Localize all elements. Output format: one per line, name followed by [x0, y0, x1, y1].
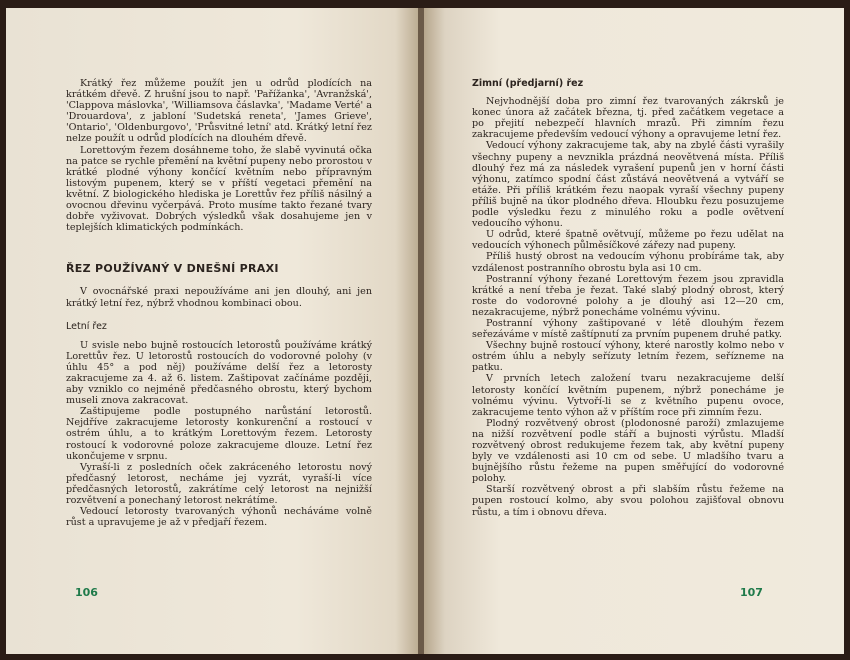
right-text-column: [472, 78, 784, 518]
paragraph: V prvních letech založení tvaru nezakracujeme delší letorosty končící květním pupenem, nýbrž ponecháme je volnému vývinu. Vytvoří-li se z květního pupenu ovoce, zakracujeme tento výhon až v příštím roce při zimním řezu.: [472, 373, 784, 418]
paragraph: V ovocnářské praxi nepoužíváme ani jen dlouhý, ani jen krátký letní řez, nýbrž vhodnou kombinaci obou.: [66, 286, 372, 309]
paragraph: Zaštipujeme podle postupného narůstání letorostů. Nejdříve zakracujeme letorosty konkurenční a rostoucí v ostrém úhlu, a to krátkým Lorettovým řezem. Letorosty rostoucí k vodorovné poloze zakracujeme dlouze. Letní řez ukončujeme v srpnu.: [66, 406, 372, 462]
paragraph: Postranní výhony zaštipované v létě dlouhým řezem seřezáváme v místě zaštípnutí za prvním pupenem druhé patky.: [472, 317, 784, 341]
book-spread: [6, 8, 844, 654]
paragraph: Vyraší-li z posledních oček zakráceného letorostu nový předčasný letorost, necháme jej vyzrát, vyraší-li více předčasných letorostů, zakrátíme celý letorost na nejnižší rozvětvení a ponechaný letorost nekrátíme.: [66, 461, 372, 506]
section-heading: ŘEZ POUŽÍVANÝ V DNEŠNÍ PRAXI: [66, 262, 279, 276]
paragraph: Starší rozvětvený obrost a při slabším růstu řežeme na pupen rostoucí kolmo, aby svou polohou zajišťoval obnovu růstu, a tím i obnovu dřeva.: [472, 484, 784, 518]
paragraph: Postranní výhony řezané Lorettovým řezem jsou zpravidla krátké a není třeba je řezat. Také slabý plodný obrost, který roste do vodorovné polohy a je dlouhý asi 12—20 cm, nezakracujeme, nýbrž ponecháme volnému vývinu.: [472, 273, 784, 318]
paragraph: Krátký řez můžeme použít jen u odrůd plodících na krátkém dřevě. Z hrušní jsou to např. 'Pařížanka', 'Avranžská', 'Clappova máslovka', 'Williamsova čáslavka', 'Madame Verté' a 'Drouardova', z jabloní 'Sudetská reneta', 'James Grieve', 'Ontario', 'Oldenburgovo', 'Průsvitné letní' atd. Krátký letní řez nelze použít u odrůd plodících na dlouhém dřevě.: [66, 78, 372, 145]
paragraph: Vedoucí výhony zakracujeme tak, aby na zbylé části vyrašily všechny pupeny a nevznikla prázdná neovětvená místa. Příliš dlouhý řez má za následek vyrašení pupenů jen v horní části výhonu, zatímco spodní část zůstává neovětvená a vytváří se etáže. Při příliš krátkém řezu naopak vyraší všechny pupeny příliš bujně na úkor plodného dřeva. Hloubku řezu posuzujeme podle výsledku řezu z minulého roku a podle ovětvení vedoucího výhonu.: [472, 140, 784, 230]
paragraph: U odrůd, které špatně ovětvují, můžeme po řezu udělat na vedoucích výhonech půlměsíčkové zářezy nad pupeny.: [472, 229, 784, 252]
right-page: [424, 8, 844, 654]
paragraph: U svisle nebo bujně rostoucích letorostů používáme krátký Lorettův řez. U letorostů rostoucích do vodorovné polohy (v úhlu 45° a pod něj) používáme delší řez a letorosty zakracujeme za 4. až 6. listem. Zaštipovat začínáme později, aby vzniklo co nejméně předčasného obrostu, který bychom museli znova zakracovat.: [66, 339, 372, 407]
paragraph: Lorettovým řezem dosáhneme toho, že slabě vyvinutá očka na patce se rychle přemění na květní pupeny nebo prorostou v krátké plodné výhony končící květním nebo přípravným listovým pupenem, který se v příští vegetaci přemění na květní. Z biologického hlediska je Lorettův řez příliš násilný a ovocnou dřevinu vyčerpává. Proto musíme takto řezané tvary dobře vyživovat. Dobrých výsledků však dosahujeme jen v teplejších klimatických podmínkách.: [66, 144, 372, 234]
page-number: 106: [75, 586, 98, 599]
left-page: [6, 8, 420, 654]
paragraph: Nejvhodnější doba pro zimní řez tvarovaných zákrsků je konec února až začátek března, tj. před začátkem vegetace a po přejití nebezpečí hlavních mrazů. Při zimním řezu zakracujeme především vedoucí výhony a opravujeme letní řez.: [472, 96, 784, 141]
left-text-column: [66, 78, 372, 528]
subsection-heading: Letní řez: [66, 320, 107, 332]
paragraph: Plodný rozvětvený obrost (plodonosné paroží) zmlazujeme na nižší rozvětvení podle stáří a bujnosti výrůstu. Mladší rozvětvený obrost redukujeme řezem tak, aby květní pupeny byly ve vzdálenosti asi 10 cm od sebe. U mladšího tvaru a bujnějšího růstu řežeme na pupen směřující do vodorovné polohy.: [472, 417, 784, 485]
paragraph: Vedoucí letorosty tvarovaných výhonů necháváme volně růst a upravujeme je až v předjaří řezem.: [66, 506, 372, 529]
page-number: 107: [740, 586, 763, 599]
subsection-heading: Zimní (předjarní) řez: [472, 78, 584, 89]
paragraph: Všechny bujně rostoucí výhony, které narostly kolmo nebo v ostrém úhlu a nebyly seřízuty letním řezem, seřízneme na patku.: [472, 340, 784, 374]
paragraph: Příliš hustý obrost na vedoucím výhonu probíráme tak, aby vzdálenost postranního obrostu byla asi 10 cm.: [472, 251, 784, 274]
